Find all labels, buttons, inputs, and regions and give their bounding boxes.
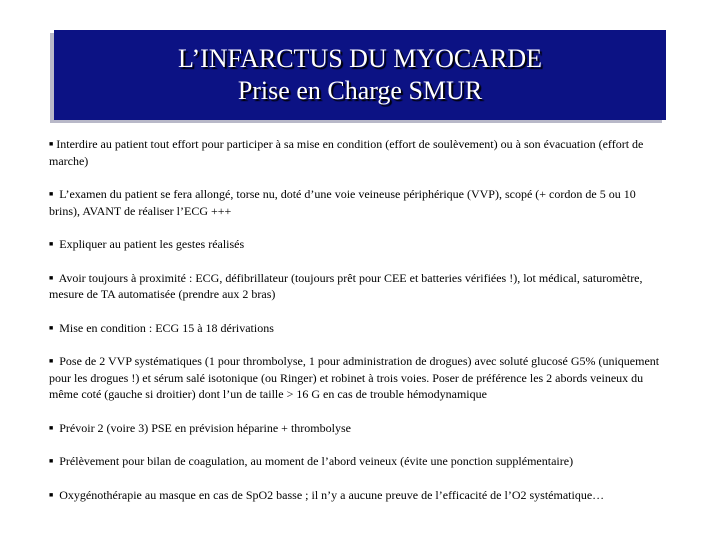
square-bullet-icon: ■ [49,490,54,499]
bullet-text: Prévoir 2 (voire 3) PSE en prévision héparine + thrombolyse [56,420,351,435]
square-bullet-icon: ■ [49,457,54,465]
bullet-item [49,453,667,470]
bullet-item [49,353,667,403]
square-bullet-icon: ■ [49,190,54,198]
bullet-item [49,236,667,253]
square-bullet-icon: ■ [49,140,54,148]
square-bullet-icon: ■ [49,357,54,365]
bullet-item [49,320,667,337]
bullet-text: Oxygénothérapie au masque en cas de SpO2 basse ; il n’y a aucune preuve de l’efficacité de l’O2 systématique… [56,487,605,502]
bullet-text: L’examen du patient se fera allongé, torse nu, doté d’une voie veineuse périphérique (VVP), scopé (+ cordon de 5 ou 10 brins), AVANT de réaliser l’ECG +++ [49,187,636,218]
bullet-text: Prélèvement pour bilan de coagulation, au moment de l’abord veineux (évite une ponction supplémentaire) [56,454,574,468]
square-bullet-icon: ■ [49,323,54,332]
slide-subtitle: Prise en Charge SMUR [237,76,483,105]
square-bullet-icon: ■ [49,240,54,248]
bullet-text: Avoir toujours à proximité : ECG, défibrillateur (toujours prêt pour CEE et batteries vérifiées !), lot médical, saturomètre, mesure de TA automatisée (prendre aux 2 bras) [49,270,643,301]
square-bullet-icon: ■ [49,423,54,432]
bullet-text: Pose de 2 VVP systématiques (1 pour thrombolyse, 1 pour administration de drogues) avec soluté glucosé G5% (uniquement pour les drogues !) et sérum salé isotonique (ou Ringer) et robinet à trois voies. Poser de préférence les 2 abords veineux du même coté (gauche si droitier) dont l’un de taille > 16 G en cas de trouble hémodynamique [49,354,660,401]
bullet-item [49,420,667,437]
bullet-item [49,487,667,504]
bullet-text: Mise en condition : ECG 15 à 18 dérivations [56,320,274,335]
slide-title: L’INFARCTUS DU MYOCARDE [177,44,543,73]
slide-title-banner [54,30,666,120]
bullet-list [49,136,667,520]
bullet-item [49,270,667,303]
bullet-item [49,136,667,169]
bullet-text: Interdire au patient tout effort pour participer à sa mise en condition (effort de soulèvement) ou à son évacuation (effort de marche) [49,137,644,168]
square-bullet-icon: ■ [49,273,54,282]
bullet-item [49,186,667,219]
bullet-text: Expliquer au patient les gestes réalisés [56,237,245,251]
